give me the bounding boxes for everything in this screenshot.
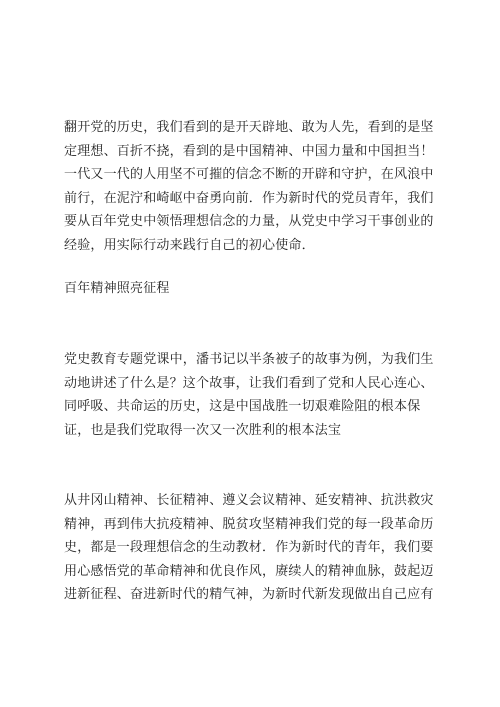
text-line: 同呼吸、共命运的历史，这是中国战胜一切艰难险阻的根本保 xyxy=(64,399,421,415)
text-line: 用心感悟党的革命精神和优良作风，赓续人的精神血脉，鼓起迈 xyxy=(64,563,434,579)
text-line: 史，都是一段理想信念的生动教材．作为新时代的青年，我们要 xyxy=(64,540,434,556)
heading-text: 百年精神照亮征程 xyxy=(64,281,170,296)
section-heading xyxy=(64,277,446,301)
text-line: 党史教育专题党课中，潘书记以半条被子的故事为例，为我们生 xyxy=(64,352,434,367)
text-line: 动地讲述了什么是？这个故事，让我们看到了党和人民心连心、 xyxy=(64,375,434,391)
paragraph-history xyxy=(64,116,446,258)
text-line: 要从百年党史中领悟理想信念的力量，从党史中学习干事创业的 xyxy=(64,214,434,230)
text-line: 一代又一代的人用坚不可摧的信念不断的开辟和守护，在风浪中 xyxy=(64,167,434,183)
text-line: 进新征程、奋进新时代的精气神，为新时代新发现做出自己应有 xyxy=(64,587,434,603)
paragraph-revolutionary-spirit xyxy=(64,489,446,607)
text-line: 证，也是我们党取得一次又一次胜利的根本法宝 xyxy=(64,422,342,438)
paragraph-party-lesson xyxy=(64,348,446,442)
text-line: 翻开党的历史，我们看到的是开天辟地、敢为人先，看到的是坚 xyxy=(64,120,434,135)
text-line: 从井冈山精神、长征精神、遵义会议精神、延安精神、抗洪救灾 xyxy=(64,493,434,508)
text-line: 精神，再到伟大抗疫精神、脱贫攻坚精神我们党的每一段革命历 xyxy=(64,516,434,532)
text-line: 前行，在泥泞和崎岖中奋勇向前．作为新时代的党员青年，我们 xyxy=(64,190,434,206)
text-line: 经验，用实际行动来践行自己的初心使命． xyxy=(64,237,315,253)
text-line: 定理想、百折不挠，看到的是中国精神、中国力量和中国担当！ xyxy=(64,143,434,159)
